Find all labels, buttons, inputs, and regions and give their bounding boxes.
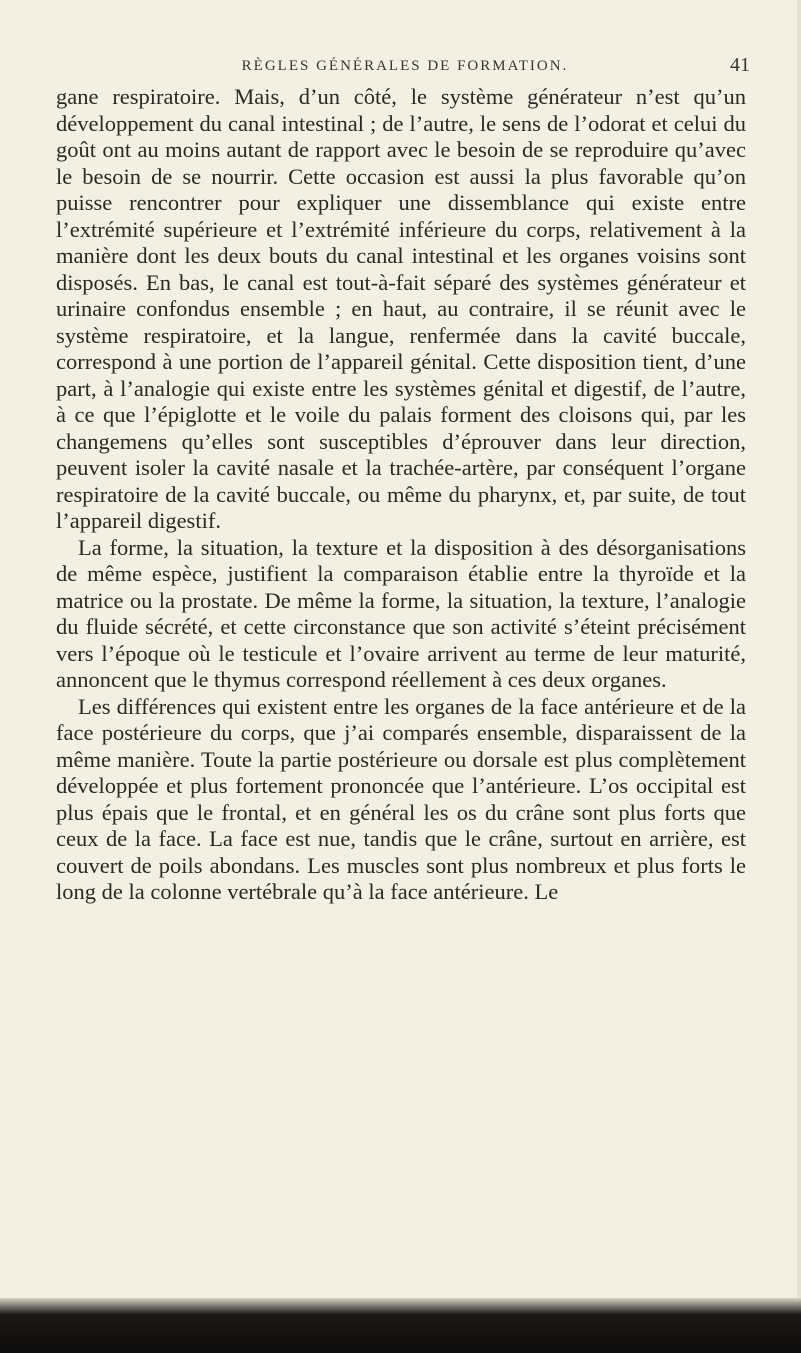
running-head — [60, 54, 750, 82]
paragraph-2: La forme, la situation, la texture et la disposition à des désorganisations de même espèce, justifient la comparaison établie entre la thyroïde et la matrice ou la prostate. De même la forme, la situation, la texture, l’analogie du fluide sécrété, et cette circonstance que son activité s’éteint précisément vers l’époque où le testicule et l’ovaire arrivent au terme de leur maturité, annoncent que le thymus correspond réellement à ces deux organes. — [56, 534, 746, 692]
running-title: RÈGLES GÉNÉRALES DE FORMATION. — [241, 58, 569, 74]
page-edge — [797, 0, 801, 1298]
scan-bottom-shadow — [0, 1298, 801, 1353]
paragraph-3: Les différences qui existent entre les organes de la face antérieure et de la face postérieure du corps, que j’ai comparés ensemble, disparaissent de la même manière. Toute la partie postérieure ou dorsale est plus complètement développée et plus fortement prononcée que l’antérieure. L’os occipital est plus épais que le frontal, et en général les os du crâne sont plus forts que ceux de la face. La face est nue, tandis que le crâne, surtout en arrière, est couvert de poils abondans. Les muscles sont plus nombreux et plus forts le long de la colonne vertébrale qu’à la face antérieure. Le — [56, 693, 746, 904]
page-number: 41 — [730, 54, 750, 76]
paragraph-1: gane respiratoire. Mais, d’un côté, le système générateur n’est qu’un développement du canal intestinal ; de l’autre, le sens de l’odorat et celui du goût ont au moins autant de rapport avec le besoin de se reproduire qu’avec le besoin de se nourrir. Cette occasion est aussi la plus favorable qu’on puisse rencontrer pour expliquer une dissemblance qui existe entre l’extrémité supérieure et l’extrémité inférieure du corps, relativement à la manière dont les deux bouts du canal intestinal et les organes voisins sont disposés. En bas, le canal est tout-à-fait séparé des systèmes générateur et urinaire confondus ensemble ; en haut, au contraire, il se réunit avec le système respiratoire, et la langue, renfermée dans la cavité buccale, correspond à une portion de l’appareil génital. Cette disposition tient, d’une part, à l’analogie qui existe entre les systèmes génital et digestif, de l’autre, à ce que l’épiglotte et le voile du palais forment des cloisons qui, par les changemens qu’elles sont susceptibles d’éprouver dans leur direction, peuvent isoler la cavité nasale et la trachée-artère, par conséquent l’organe respiratoire de la cavité buccale, ou même du pharynx, et, par suite, de tout l’appareil digestif. — [56, 84, 746, 533]
body-text — [56, 84, 746, 906]
